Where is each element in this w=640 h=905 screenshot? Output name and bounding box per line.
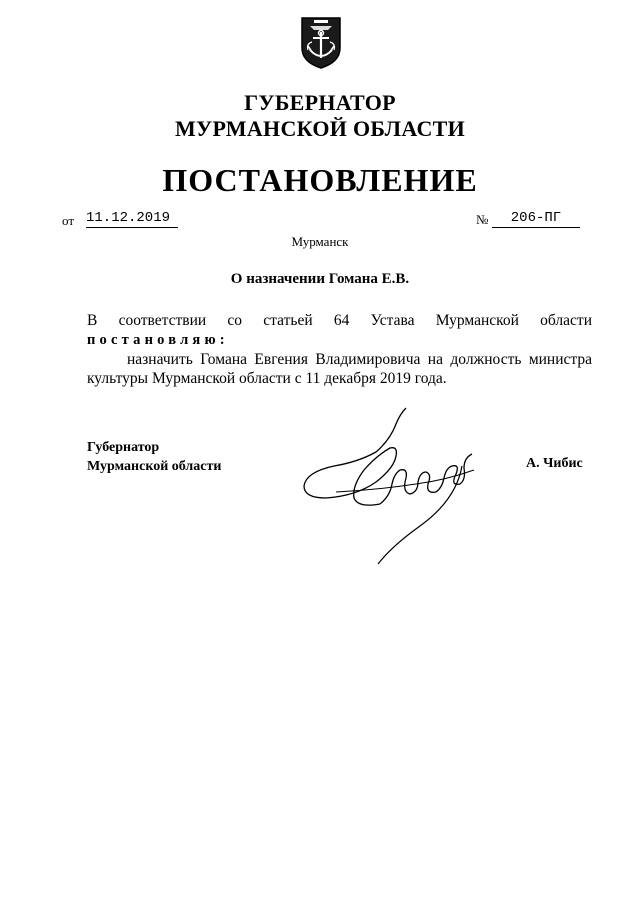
city: Мурманск bbox=[291, 234, 349, 249]
signatory-title-line-2: Мурманской области bbox=[87, 459, 222, 474]
document-type: ПОСТАНОВЛЕНИЕ bbox=[162, 162, 478, 198]
paragraph-decision bbox=[87, 350, 592, 388]
date-label: от bbox=[62, 213, 75, 228]
number-label: № bbox=[476, 212, 489, 227]
murmansk-coat-of-arms-icon bbox=[298, 14, 344, 70]
document-subject: О назначении Гомана Е.В. bbox=[230, 271, 410, 287]
issuer-line-1: ГУБЕРНАТОР bbox=[244, 90, 396, 115]
handwritten-signature bbox=[296, 400, 496, 570]
document-date: 11.12.2019 bbox=[86, 210, 178, 228]
decision-line-1: назначить Гомана Евгения Владимировича на должность министра bbox=[127, 351, 592, 368]
issuer-line-2: МУРМАНСКОЙ ОБЛАСТИ bbox=[174, 116, 466, 141]
signatory-name: А. Чибис bbox=[526, 456, 583, 471]
decree-word: постановляю: bbox=[87, 332, 229, 348]
paragraph-basis: В соответствии со статьей 64 Устава Мурманской области bbox=[87, 312, 592, 329]
document-number: 206-ПГ bbox=[492, 210, 580, 228]
signatory-title-line-1: Губернатор bbox=[87, 440, 160, 455]
signatory-title bbox=[87, 438, 221, 476]
decision-line-2: культуры Мурманской области с 11 декабря 2019 года. bbox=[87, 370, 447, 387]
